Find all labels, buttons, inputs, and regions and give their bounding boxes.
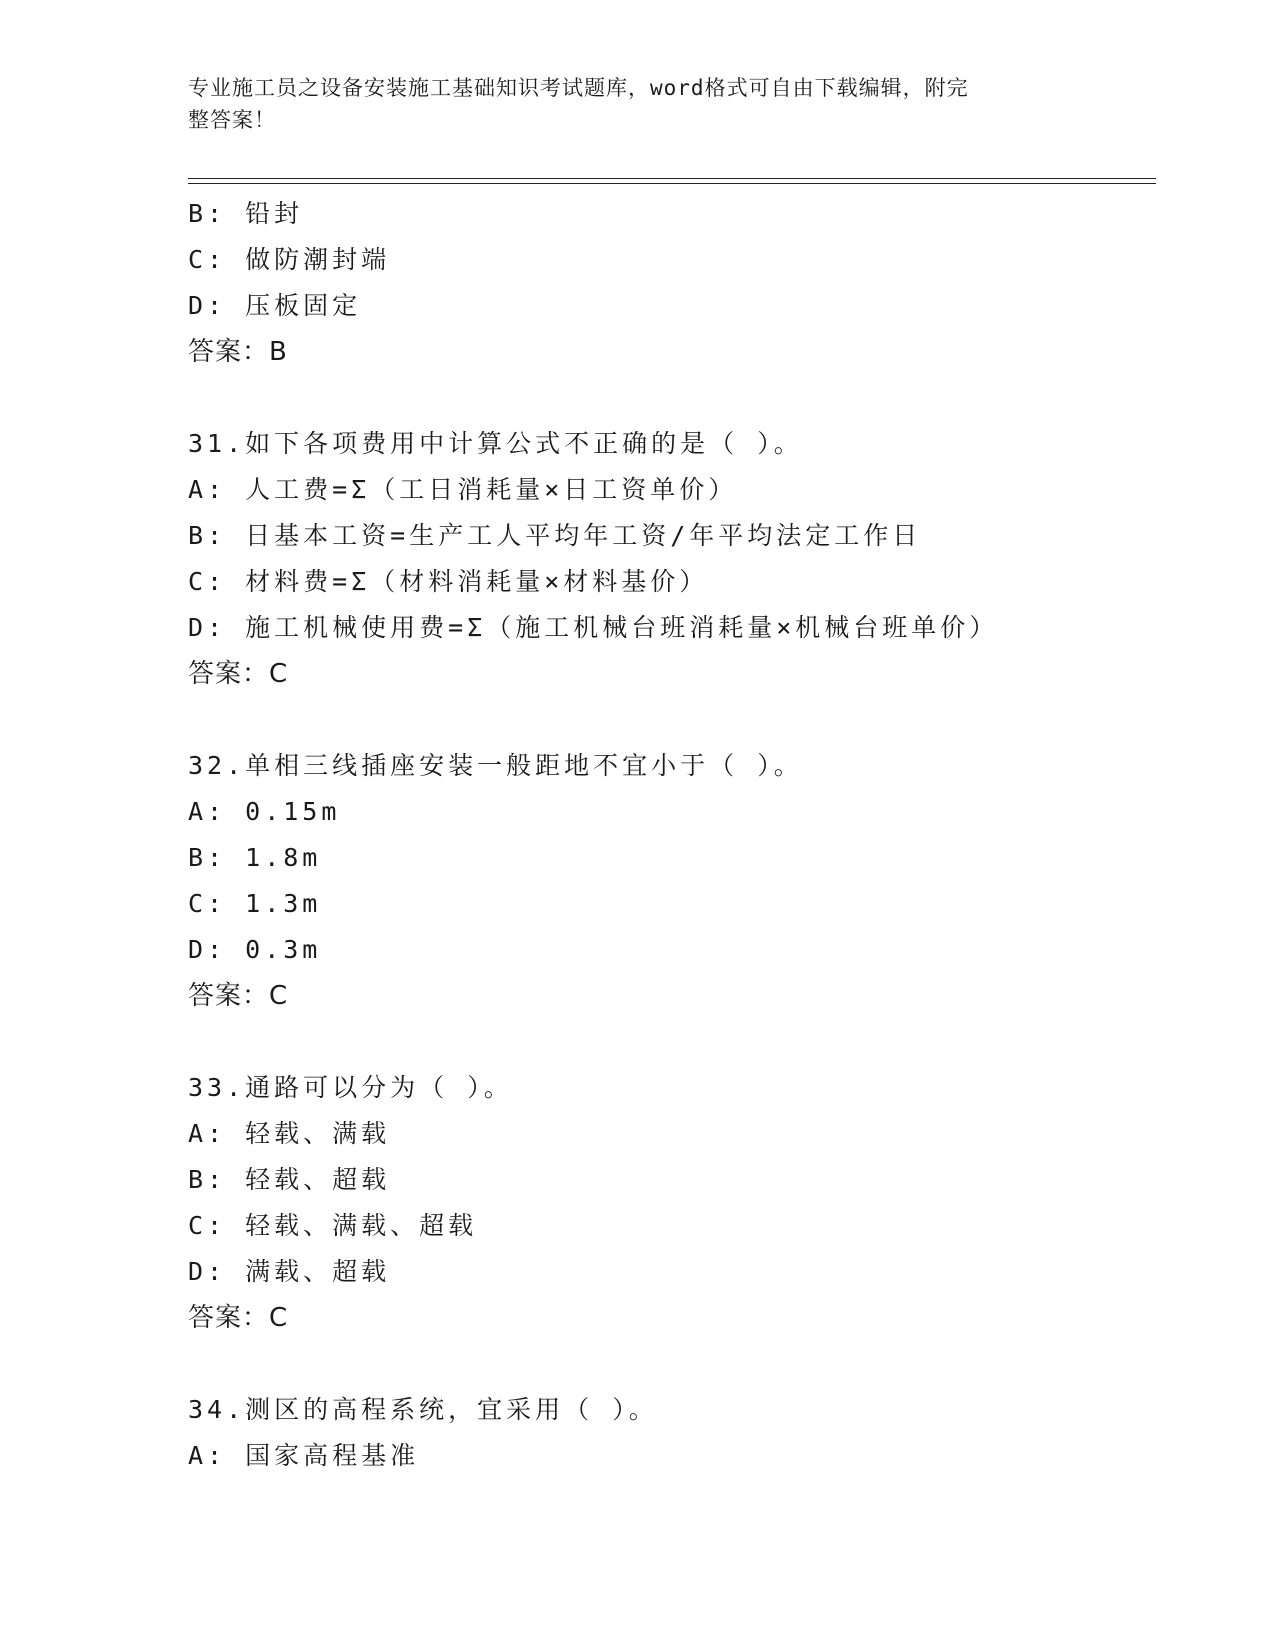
- option-b: B: 日基本工资=生产工人平均年工资/年平均法定工作日: [188, 521, 922, 550]
- option-c: C: 轻载、满载、超载: [188, 1211, 478, 1240]
- option-b: B: 1.8m: [188, 843, 322, 872]
- question-stem: 32.单相三线插座安装一般距地不宜小于（ ）。: [188, 751, 803, 780]
- spacer: [188, 697, 1148, 743]
- option-c: C: 做防潮封端: [188, 245, 391, 274]
- question-stem: 34.测区的高程系统，宜采用（ ）。: [188, 1395, 658, 1424]
- question-continued: [188, 191, 1148, 375]
- question-34: [188, 1387, 1148, 1479]
- answer-line: 答案：C: [188, 659, 289, 689]
- option-d: D: 施工机械使用费=Σ（施工机械台班消耗量×机械台班单价）: [188, 613, 999, 642]
- option-a: A: 轻载、满载: [188, 1119, 391, 1148]
- header-divider-top: [188, 178, 1156, 179]
- question-stem: 33.通路可以分为（ ）。: [188, 1073, 513, 1102]
- spacer: [188, 375, 1148, 421]
- document-header: [188, 72, 1068, 136]
- header-line-1: 专业施工员之设备安装施工基础知识考试题库，word格式可自由下载编辑，附完: [188, 76, 969, 100]
- question-33: [188, 1065, 1148, 1341]
- option-a: A: 人工费=Σ（工日消耗量×日工资单价）: [188, 475, 738, 504]
- header-line-2: 整答案！: [188, 108, 276, 132]
- answer-line: 答案：C: [188, 981, 289, 1011]
- option-d: D: 满载、超载: [188, 1257, 391, 1286]
- spacer: [188, 1341, 1148, 1387]
- option-d: D: 0.3m: [188, 935, 322, 964]
- option-b: B: 轻载、超载: [188, 1165, 391, 1194]
- option-d: D: 压板固定: [188, 291, 362, 320]
- answer-line: 答案：B: [188, 337, 288, 367]
- header-divider-bottom: [188, 183, 1156, 184]
- option-c: C: 材料费=Σ（材料消耗量×材料基价）: [188, 567, 709, 596]
- option-a: A: 国家高程基准: [188, 1441, 420, 1470]
- spacer: [188, 1019, 1148, 1065]
- question-stem: 31.如下各项费用中计算公式不正确的是（ ）。: [188, 429, 803, 458]
- option-c: C: 1.3m: [188, 889, 322, 918]
- option-b: B: 铅封: [188, 199, 304, 228]
- answer-line: 答案：C: [188, 1303, 289, 1333]
- question-list: [188, 191, 1148, 1479]
- question-32: [188, 743, 1148, 1019]
- question-31: [188, 421, 1148, 697]
- option-a: A: 0.15m: [188, 797, 341, 826]
